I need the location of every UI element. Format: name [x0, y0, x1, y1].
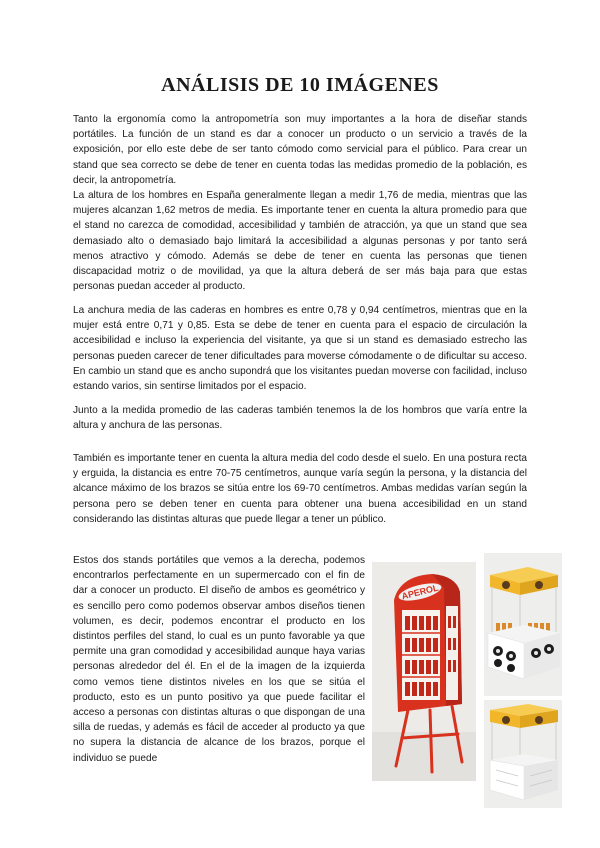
paragraph-shoulders: Junto a la medida promedio de las caderas también tenemos la de los hombros que varía entre la altura y anchura de las personas.: [73, 405, 527, 432]
paragraph-ergonomics: Tanto la ergonomía como la antropometría son muy importantes a la hora de diseñar stands portátiles. La función de un stand es dar a conocer un producto o un servicio a través de la exposición, por ello este debe de ser tanto cómodo como servicial para el público. Para crear un stand que sea correcto se debe de tener en cuenta todas las medidas promedio de la población, es decir, la antropometría.: [73, 114, 527, 186]
canopy-stand-image-bottom: [484, 700, 562, 808]
canopy-stand-image-top: [484, 553, 562, 696]
paragraph-elbow-height: También es importante tener en cuenta la altura media del codo desde el suelo. En una postura recta y erguida, la distancia es entre 70-75 centímetros, aunque varía según la persona, y la distancia del alcance máximo de los brazos se sitúa entre los 69-70 centímetros. Ambas medidas varían según la persona pero se deben tener en cuenta para obtener una buena accesibilidad en un stand considerando las distintas alturas que puede llegar a tener un público.: [73, 453, 527, 525]
aperol-stand-image: [372, 562, 476, 781]
aperol-logo: APEROL: [400, 582, 440, 602]
paragraph-stands-analysis: Estos dos stands portátiles que vemos a la derecha, podemos encontrarlos perfectamente en un supermercado con el fin de dar a conocer un producto. El diseño de ambos es geométrico y es sencillo pero como podemos observar ambos diseños tienen volumen, es decir, podemos encontrar el producto en los distintos perfiles del stand, lo cual es un punto favorable ya que permite una gran comodidad y accesibilidad aunque haya varias personas alrededor del él. En el de la imagen de la izquierda como vemos tiene distintos niveles en los que se sitúa el producto, esto es un punto positivo ya que puede facilitar el acceso a personas con distintas alturas o que dispongan de una silla de ruedas, y además es fácil de acceder al producto ya que no supera la distancia de alcance de los brazos, porque el individuo se puede: [73, 555, 365, 764]
paragraph-height: La altura de los hombres en España generalmente llegan a medir 1,76 de media, mientras que las mujeres alcanzan 1,62 metros de media. Es importante tener en cuenta la altura promedio para que el stand no carezca de comodidad, accesibilidad y también de atracción, ya que un stand que sea demasiado alto o demasiado bajo limitará la accesibilidad a algunas personas y por tanto será menos atractivo y cómodo. Además se debe de tener en cuenta las personas que tienen discapacidad motriz o de movilidad, ya que la altura deberá de ser más baja para que estas personas puedan acceder al producto.: [73, 190, 527, 293]
page-title: ANÁLISIS DE 10 IMÁGENES: [161, 74, 439, 96]
paragraph-hip-width: La anchura media de las caderas en hombres es entre 0,78 y 0,94 centímetros, mientras que en la mujer está entre 0,71 y 0,85. Esta se debe de tener en cuenta para el espacio de circulación la accesibilidad e incluso la experiencia del visitante, ya que si un stand es demasiado estrecho las personas pueden carecer de tener dificultades para moverse cómodamente o de dificultar su acceso. En cambio un stand que es ancho supondrá que los visitantes puedan moverse con facilidad, incluso estando varios, sin sentirse limitados por el espacio.: [73, 305, 527, 393]
